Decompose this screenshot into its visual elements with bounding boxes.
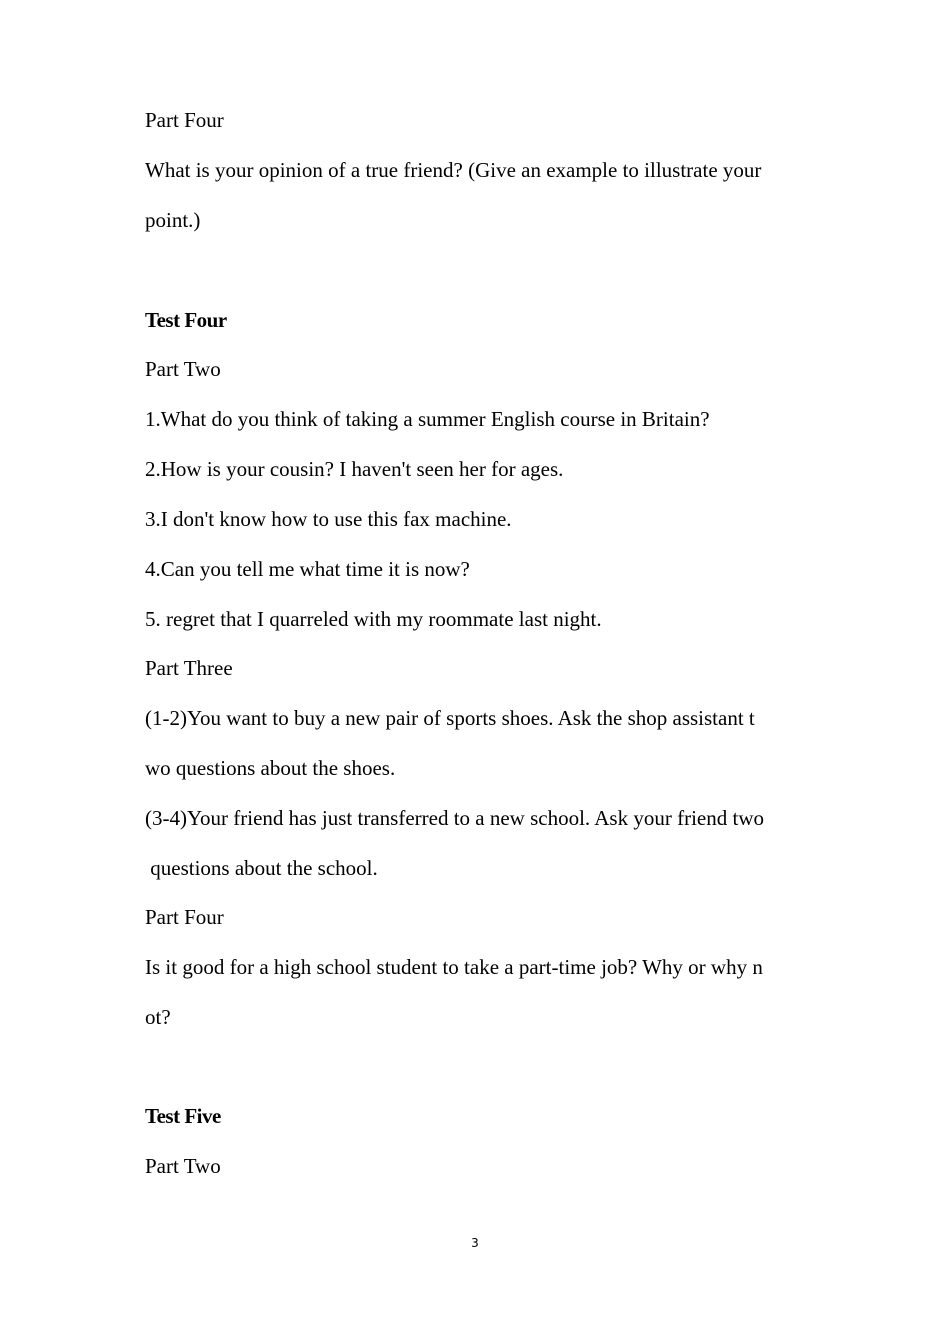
test-four-heading: Test Four [145, 308, 227, 332]
part-two-heading: Part Two [145, 357, 221, 381]
question-item: 3.I don't know how to use this fax machine. [145, 507, 512, 531]
paragraph-line: What is your opinion of a true friend? (Give an example to illustrate your [145, 158, 762, 182]
part-three-heading: Part Three [145, 656, 233, 680]
page-number: 3 [471, 1236, 479, 1250]
part-four-heading: Part Four [145, 905, 224, 929]
question-item: 4.Can you tell me what time it is now? [145, 557, 470, 581]
paragraph-line: (1-2)You want to buy a new pair of sports shoes. Ask the shop assistant t [145, 706, 755, 730]
paragraph-line: point.) [145, 208, 201, 232]
test-five-heading: Test Five [145, 1104, 221, 1128]
question-item: 1.What do you think of taking a summer English course in Britain? [145, 407, 710, 431]
paragraph-line: Is it good for a high school student to take a part-time job? Why or why n [145, 955, 763, 979]
paragraph-line: wo questions about the shoes. [145, 756, 396, 780]
part-four-heading: Part Four [145, 108, 224, 132]
part-two-heading: Part Two [145, 1154, 221, 1178]
question-item: 2.How is your cousin? I haven't seen her for ages. [145, 457, 564, 481]
paragraph-line: (3-4)Your friend has just transferred to a new school. Ask your friend two [145, 806, 764, 830]
paragraph-line: ot? [145, 1005, 171, 1029]
paragraph-line: questions about the school. [145, 856, 378, 880]
question-item: 5. regret that I quarreled with my roommate last night. [145, 607, 602, 631]
